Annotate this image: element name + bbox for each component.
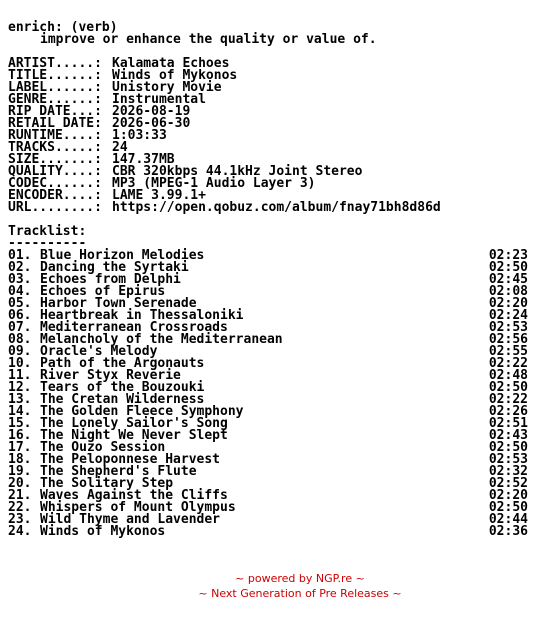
track-number: 11. xyxy=(8,368,32,383)
track-title: Oracle's Melody xyxy=(40,344,158,359)
track-duration: 02:56 xyxy=(488,332,528,347)
info-key: TITLE......: xyxy=(8,68,102,83)
track-number: 17. xyxy=(8,440,32,455)
info-key: RUNTIME....: xyxy=(8,128,102,143)
track-number: 05. xyxy=(8,296,32,311)
track-duration: 02:50 xyxy=(488,380,528,395)
spacer xyxy=(8,214,528,226)
nfo-document xyxy=(8,22,528,538)
tilde-left: ~ xyxy=(235,572,245,585)
track-title: Dancing the Syrtaki xyxy=(40,260,189,275)
track-duration: 02:55 xyxy=(488,344,528,359)
info-value: 147.37MB xyxy=(112,152,175,167)
track-title: Wild Thyme and Lavender xyxy=(40,512,221,527)
info-value: https://open.qobuz.com/album/fnay71bh8d86d xyxy=(112,200,441,215)
track-number: 03. xyxy=(8,272,32,287)
track-title: The Ouzo Session xyxy=(40,440,166,455)
track-title: Winds of Mykonos xyxy=(40,524,166,539)
track-title: Blue Horizon Melodies xyxy=(40,248,205,263)
track-duration: 02:44 xyxy=(488,512,528,527)
track-duration: 02:32 xyxy=(488,464,528,479)
track-title: Echoes from Delphi xyxy=(40,272,181,287)
track-title: Melancholy of the Mediterranean xyxy=(40,332,283,347)
info-value: CBR 320kbps 44.1kHz Joint Stereo xyxy=(112,164,363,179)
track-title: Heartbreak in Thessaloniki xyxy=(40,308,244,323)
info-key: TRACKS.....: xyxy=(8,140,102,155)
track-title: Harbor Town Serenade xyxy=(40,296,197,311)
track-title: The Lonely Sailor's Song xyxy=(40,416,228,431)
track-number: 22. xyxy=(8,500,32,515)
info-key: LABEL......: xyxy=(8,80,102,95)
track-duration: 02:08 xyxy=(488,284,528,299)
track-number: 24. xyxy=(8,524,32,539)
info-value: LAME 3.99.1+ xyxy=(112,188,206,203)
track-title: Waves Against the Cliffs xyxy=(40,488,228,503)
tilde-right: ~ xyxy=(392,587,402,600)
definition-meaning: improve or enhance the quality or value of. xyxy=(40,32,377,47)
track-duration: 02:53 xyxy=(488,320,528,335)
track-duration: 02:22 xyxy=(488,356,528,371)
tracklist-heading: Tracklist: xyxy=(8,224,87,239)
track-number: 12. xyxy=(8,380,32,395)
track-number: 13. xyxy=(8,392,32,407)
info-key: URL........: xyxy=(8,200,102,215)
info-row xyxy=(8,202,528,214)
track-title: Path of the Argonauts xyxy=(40,356,205,371)
info-key: QUALITY....: xyxy=(8,164,102,179)
track-title: The Peloponnese Harvest xyxy=(40,452,221,467)
info-key: GENRE......: xyxy=(8,92,102,107)
footer-powered-by xyxy=(0,572,536,586)
track-duration: 02:48 xyxy=(488,368,528,383)
track-number: 18. xyxy=(8,452,32,467)
track-number: 04. xyxy=(8,284,32,299)
info-key: RETAIL DATE: xyxy=(8,116,102,131)
track-duration: 02:24 xyxy=(488,308,528,323)
track-duration: 02:52 xyxy=(488,476,528,491)
track-duration: 02:20 xyxy=(488,488,528,503)
track-title: Mediterranean Crossroads xyxy=(40,320,228,335)
track-title: The Golden Fleece Symphony xyxy=(40,404,244,419)
track-number: 21. xyxy=(8,488,32,503)
track-title: Echoes of Epirus xyxy=(40,284,166,299)
track-number: 10. xyxy=(8,356,32,371)
track-duration: 02:50 xyxy=(488,500,528,515)
track-title: River Styx Reverie xyxy=(40,368,181,383)
track-duration: 02:22 xyxy=(488,392,528,407)
info-value: Instrumental xyxy=(112,92,206,107)
track-title: The Night We Never Slept xyxy=(40,428,228,443)
track-row xyxy=(8,526,528,538)
track-duration: 02:45 xyxy=(488,272,528,287)
track-duration: 02:53 xyxy=(488,452,528,467)
track-number: 19. xyxy=(8,464,32,479)
track-number: 23. xyxy=(8,512,32,527)
tracklist xyxy=(8,250,528,538)
track-number: 20. xyxy=(8,476,32,491)
tilde-right: ~ xyxy=(355,572,365,585)
track-number: 15. xyxy=(8,416,32,431)
track-number: 02. xyxy=(8,260,32,275)
track-number: 06. xyxy=(8,308,32,323)
info-value: MP3 (MPEG-1 Audio Layer 3) xyxy=(112,176,316,191)
track-number: 09. xyxy=(8,344,32,359)
track-duration: 02:50 xyxy=(488,260,528,275)
track-duration: 02:51 xyxy=(488,416,528,431)
info-value: 1:03:33 xyxy=(112,128,167,143)
footer-line-1: powered by NGP.re xyxy=(247,572,353,585)
info-key: ARTIST.....: xyxy=(8,56,102,71)
track-title: The Solitary Step xyxy=(40,476,174,491)
track-number: 08. xyxy=(8,332,32,347)
track-duration: 02:23 xyxy=(488,248,528,263)
info-key: CODEC......: xyxy=(8,176,102,191)
track-duration: 02:36 xyxy=(488,524,528,539)
track-number: 07. xyxy=(8,320,32,335)
track-title: Tears of the Bouzouki xyxy=(40,380,205,395)
release-info xyxy=(8,58,528,214)
info-value: 24 xyxy=(112,140,128,155)
track-duration: 02:50 xyxy=(488,440,528,455)
track-title: The Cretan Wilderness xyxy=(40,392,205,407)
info-key: RIP DATE...: xyxy=(8,104,102,119)
footer-line-2: Next Generation of Pre Releases xyxy=(211,587,389,600)
track-duration: 02:26 xyxy=(488,404,528,419)
info-key: ENCODER....: xyxy=(8,188,102,203)
tilde-left: ~ xyxy=(198,587,208,600)
track-number: 01. xyxy=(8,248,32,263)
track-title: The Shepherd's Flute xyxy=(40,464,197,479)
footer-tagline xyxy=(0,587,536,601)
info-value: Unistory Movie xyxy=(112,80,222,95)
info-key: SIZE.......: xyxy=(8,152,102,167)
track-title: Whispers of Mount Olympus xyxy=(40,500,236,515)
info-value: 2026-06-30 xyxy=(112,116,191,131)
definition-term: enrich: (verb) xyxy=(8,20,118,35)
info-value: Kalamata Echoes xyxy=(112,56,230,71)
track-number: 16. xyxy=(8,428,32,443)
info-value: Winds of Mykonos xyxy=(112,68,238,83)
tracklist-underline: ---------- xyxy=(8,236,87,251)
track-duration: 02:43 xyxy=(488,428,528,443)
track-duration: 02:20 xyxy=(488,296,528,311)
track-number: 14. xyxy=(8,404,32,419)
info-value: 2026-08-19 xyxy=(112,104,191,119)
